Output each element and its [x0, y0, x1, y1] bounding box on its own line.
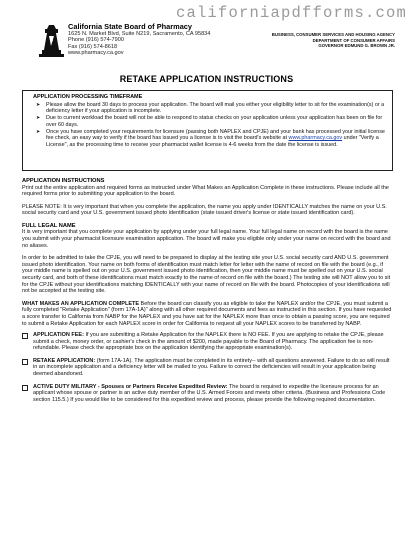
checklist-item-retake-application: [22, 358, 393, 378]
complete-heading: WHAT MAKES AN APPLICATION COMPLETE: [22, 300, 140, 307]
instructions-heading: APPLICATION INSTRUCTIONS: [22, 178, 105, 184]
checklist-label: ACTIVE DUTY MILITARY - Spouses or Partners Receive Expedited Review:: [33, 383, 228, 390]
timeframe-list: [33, 102, 386, 149]
instructions-text: Print out the entire application and required forms as instructed under What Makes an Application Complete in these instructions. Please include all the required forms prior to submitting your application to the board.: [22, 184, 389, 198]
checklist-text: The board is required to expedite the licensure process for an applicant whose spouse or partner is an active duty member of the U.S. Armed Forces and meets other criteria. (Business and Professions Code section 115.5.) If you would like to be considered for this expedited review and process, please provide the following required documentation.: [33, 383, 386, 403]
watermark-text: californiapdfforms.com: [175, 4, 407, 22]
list-item: [33, 115, 386, 128]
checklist-text: If you are submitting a Retake Application for the NAPLEX there is NO FEE. If you are applying to retake the CPJE, please submit a check, money order, or cashier's check in the amount of $200, made payable to the Board of Pharmacy. The application fee is non-refundable. Please check the appropriate box on the application identifying the appropriate examination(s).: [33, 332, 384, 352]
application-fee-checkbox[interactable]: [22, 333, 28, 339]
active-duty-military-checkbox[interactable]: [22, 385, 28, 391]
name-note: PLEASE NOTE: It is very important that when you complete the application, the name you apply under IDENTICALLY matches the name on your U.S. social security card and your U.S. government issued photo identification (state issued driver's license or state issued identification card).: [22, 203, 387, 217]
checklist-text: (form 17A-1A). The application must be completed in its entirety-- with all questions answered. Failure to do so will result in an incomplete application and a deficiency letter will be mailed to you. Failure to correct the deficiencies will result in your application being deemed abandoned.: [33, 357, 390, 378]
arrow-bullet-icon: ➤: [36, 128, 41, 135]
legal-name-text: It is very important that you complete your application by applying under your full legal name. Your full legal name on record with the board is the name you submit with your pharmacist licensure examination application. The board will make you eligible only under your name on record with the board and no aliases.: [22, 229, 391, 249]
agency-name: California State Board of Pharmacy: [68, 22, 193, 31]
agency-fax: Fax (916) 574-8618: [68, 43, 118, 50]
board-website-link[interactable]: www.pharmacy.ca.gov: [288, 135, 343, 141]
agency-line-2: DEPARTMENT OF CONSUMER AFFAIRS: [312, 37, 395, 43]
processing-timeframe-box: [22, 90, 393, 171]
timeframe-bullet-3-pre: Once you have completed your requirements for licensure (passing both NAPLEX and CPJE) and your bank has processed your initial license fee check, an easy way to verify if the board has issued you a license is to visit the board's website at: [46, 128, 385, 141]
timeframe-bullet-1: Please allow the board 30 days to process your application. The board will mail you either your eligibility letter to sit for the examination(s) or a deficiency letter if your application is incomplete.: [46, 101, 385, 114]
list-item: [33, 129, 386, 149]
checklist-item-application-fee: [22, 332, 393, 352]
complete-text: Before the board can classify you as eligible to take the NAPLEX and/or the CPJE, you must submit a fully completed "Retake Application" (form 17A-1A)" along with all other required documents and fees as instructed in this section. If you have requested a score transfer to California from NABP for the NAPLEX and you have sat for the NAPLEX more than once to obtain a passing score, you are required to submit a Retake Application for each NAPLEX score in order for California to request all your NAPLEX scores to be transferred by NABP.: [22, 300, 392, 327]
agency-line-3: GOVERNOR EDMUND G. BROWN JR.: [318, 43, 395, 48]
list-item: [33, 102, 386, 115]
agency-phone: Phone (916) 574-7900: [68, 37, 124, 44]
legal-name-heading: FULL LEGAL NAME: [22, 222, 76, 229]
agency-line-1: BUSINESS, CONSUMER SERVICES AND HOUSING AGENCY: [271, 32, 395, 37]
agency-block: [68, 23, 210, 57]
identification-text: In order to be admitted to take the CPJE, you will need to be prepared to display at the testing site your U.S. social security card AND U.S. government issued photo identification. Your name on both forms of identification must match letter for letter with the name of record on file with the board (e.g., if your middle name is spelled out on your U.S. government issued photo identification, then your middle name must be spelled out on your U.S. social security card, and both of these identifications must match exactly to the name of record on file with the board.) The testing site will NOT allow you to sit for the CPJE without your identifications matching IDENTICALLY with your name of record on file with the board. Photocopies of your identifications will not be accepted at the testing site.: [22, 255, 391, 295]
complete-paragraph: [22, 301, 393, 327]
board-seal-icon: [38, 24, 65, 58]
page-title: RETAKE APPLICATION INSTRUCTIONS: [119, 74, 294, 84]
retake-application-checkbox[interactable]: [22, 359, 28, 365]
timeframe-title: APPLICATION PROCESSING TIMEFRAME: [33, 94, 143, 100]
arrow-bullet-icon: ➤: [36, 101, 41, 108]
timeframe-bullet-2: Due to current workload the board will not be able to respond to status checks on your application unless your application has been on file for over 60 days.: [46, 115, 383, 128]
checklist-label: RETAKE APPLICATION:: [33, 357, 96, 364]
main-content: [22, 178, 393, 409]
agency-website[interactable]: www.pharmacy.ca.gov: [68, 50, 124, 57]
checklist-item-active-duty-military: [22, 384, 393, 404]
arrow-bullet-icon: ➤: [36, 115, 41, 121]
agency-hierarchy: [272, 32, 395, 49]
timeframe-bullet-3-post: under "Verify a License", as the processing time to receive your pharmacist wallet license is 4-6 weeks from the date the license is issued.: [46, 135, 379, 148]
agency-address: 1625 N. Market Blvd, Suite N219, Sacramento, CA 95834: [68, 31, 211, 37]
checklist-label: APPLICATION FEE:: [33, 332, 84, 339]
